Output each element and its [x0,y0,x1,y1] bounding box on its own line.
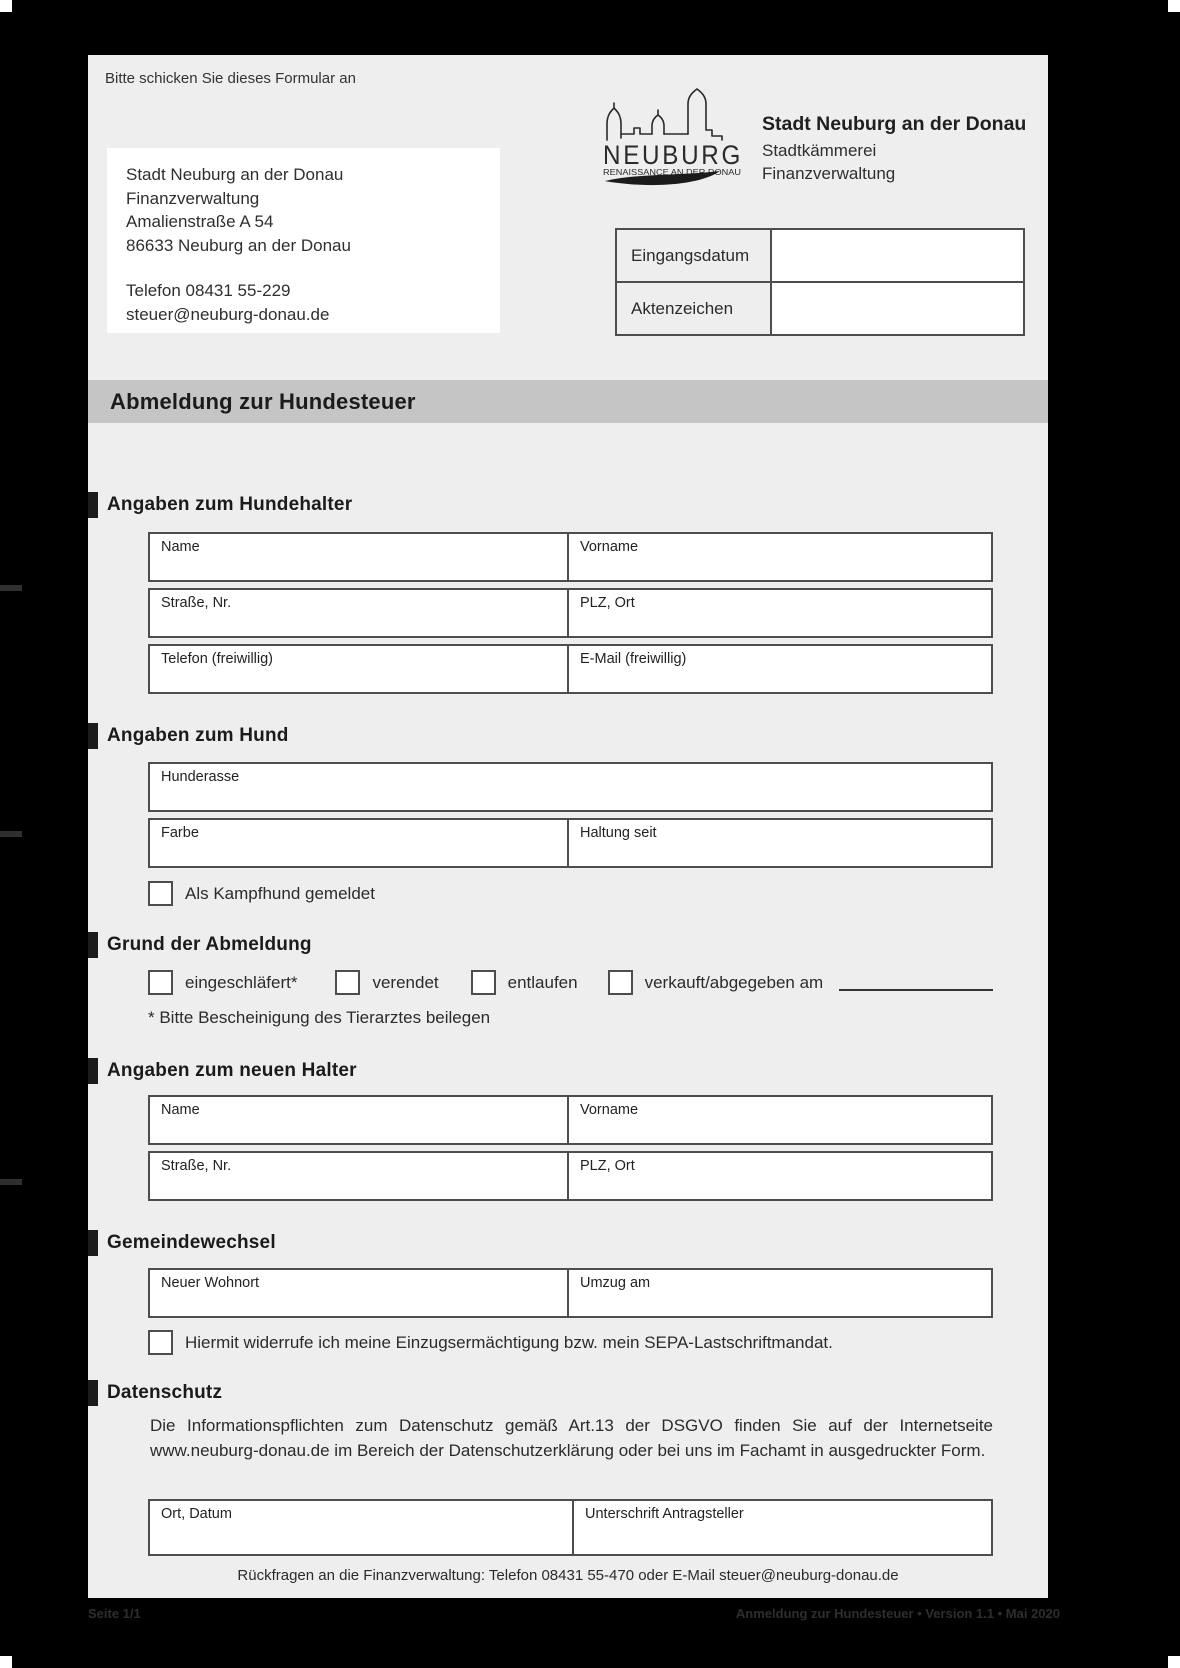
section-heading-neuer-halter: Angaben zum neuen Halter [88,1058,357,1084]
kampfhund-option [148,881,375,906]
issuer-block [762,113,1026,185]
field-label: Straße, Nr. [161,595,232,611]
field-label: Umzug am [580,1275,651,1291]
haltung-seit-field[interactable] [567,820,991,866]
logo-roofline [621,128,652,134]
document-page [88,55,1048,1598]
logo-dome-left [607,103,621,140]
recipient-address-box [107,148,500,333]
plz-ort-field[interactable] [567,590,991,636]
neuer-halter-name-field[interactable] [150,1097,567,1143]
recipient-phone: Telefon 08431 55-229 [126,281,291,300]
table-row [616,282,1024,335]
field-row [148,588,993,638]
fold-mark [0,1179,22,1185]
form-title-bar [88,380,1048,423]
corner-mark [1168,0,1180,12]
email-field[interactable] [567,646,991,692]
eingeschlaefert-checkbox[interactable] [148,970,173,995]
section-heading-gemeindewechsel: Gemeindewechsel [88,1230,276,1256]
field-label: PLZ, Ort [580,1158,635,1174]
aktenzeichen-field[interactable] [771,282,1024,335]
logo-dome-middle [652,110,664,134]
ort-datum-field[interactable] [150,1501,572,1554]
logo-tower-right [688,89,722,140]
field-row [148,1268,993,1318]
section-marker [88,492,98,518]
field-row [148,762,993,812]
section-heading-grund: Grund der Abmeldung [88,932,312,958]
field-label: Vorname [580,1102,639,1118]
vorname-field[interactable] [567,534,991,580]
strasse-field[interactable] [150,590,567,636]
section-marker [88,1380,98,1406]
unterschrift-field[interactable] [572,1501,991,1554]
contact-note: Rückfragen an die Finanzverwaltung: Telefon 08431 55-470 oder E-Mail steuer@neuburg-donau.de [237,1567,899,1584]
aktenzeichen-label: Aktenzeichen [616,282,771,335]
eingangsdatum-label: Eingangsdatum [616,229,771,282]
abmeldung-options-row [148,970,993,995]
option-verkauft [608,970,824,995]
eingangsdatum-field[interactable] [771,229,1024,282]
punch-mark [0,831,22,837]
issuer-dept: Stadtkämmerei [762,141,877,160]
option-label: entlaufen [507,972,578,992]
option-verendet [335,970,438,995]
field-label: Haltung seit [580,825,657,841]
field-label: Farbe [161,825,199,841]
hunderasse-field[interactable] [150,764,991,810]
version-info: Anmeldung zur Hundesteuer • Version 1.1 • Mai 2020 [735,1606,1060,1621]
form-title: Abmeldung zur Hundesteuer [110,388,416,414]
field-label: PLZ, Ort [580,595,635,611]
field-label: Neuer Wohnort [161,1275,260,1291]
field-label: Telefon (freiwillig) [161,651,274,667]
logo-wordmark: NEUBURG [603,140,743,170]
datenschutz-text: Die Informationspflichten zum Datenschutz gemäß Art.13 der DSGVO finden Sie auf der Internetseite www.neuburg-donau.de im Bereich der Datenschutzerklärung oder bei uns im Fachamt in ausgedruckter Form. [150,1416,993,1460]
page-number: Seite 1/1 [88,1606,141,1621]
field-label: Hunderasse [161,769,240,785]
field-row [148,818,993,868]
section-marker [88,932,98,958]
farbe-field[interactable] [150,820,567,866]
issuer-name: Stadt Neuburg an der Donau [762,113,1027,135]
section-marker [88,1230,98,1256]
section-marker [88,1058,98,1084]
kampfhund-checkbox[interactable] [148,881,173,906]
recipient-line: Finanzverwaltung [126,188,260,208]
recipient-email: steuer@neuburg-donau.de [126,304,330,324]
neuer-halter-vorname-field[interactable] [567,1097,991,1143]
field-row [148,644,993,694]
field-row [148,532,993,582]
neuer-halter-plz-field[interactable] [567,1153,991,1199]
option-label: eingeschläfert* [185,972,298,992]
tierarzt-footnote: * Bitte Bescheinigung des Tierarztes beilegen [148,1008,491,1027]
neuer-halter-strasse-field[interactable] [150,1153,567,1199]
field-label: E-Mail (freiwillig) [580,651,687,667]
field-label: Name [161,1102,200,1118]
field-label: Straße, Nr. [161,1158,232,1174]
field-label: Ort, Datum [161,1506,232,1522]
recipient-line: Amalienstraße A 54 [126,212,274,231]
umzug-am-field[interactable] [567,1270,991,1316]
recipient-line: 86633 Neuburg an der Donau [126,235,351,255]
neuer-wohnort-field[interactable] [150,1270,567,1316]
telefon-field[interactable] [150,646,567,692]
field-row [148,1151,993,1201]
field-label: Name [161,539,200,555]
field-label: Unterschrift Antragsteller [585,1506,744,1522]
verkauft-datum-line[interactable] [839,975,993,991]
kampfhund-label: Als Kampfhund gemeldet [185,883,375,903]
section-heading-hund: Angaben zum Hund [88,723,289,749]
corner-mark [1168,1656,1180,1668]
section-heading-datenschutz: Datenschutz [88,1380,222,1406]
option-label: verkauft/abgegeben am [644,972,824,992]
send-instruction: Bitte schicken Sie dieses Formular an [105,70,356,87]
section-marker [88,723,98,749]
field-row [148,1095,993,1145]
section-heading-hundehalter: Angaben zum Hundehalter [88,492,352,518]
signature-row [148,1499,993,1556]
issuer-dept: Finanzverwaltung [762,164,896,183]
field-label: Vorname [580,539,639,555]
sepa-option [148,1330,833,1355]
option-entlaufen [471,970,578,995]
sepa-label: Hiermit widerrufe ich meine Einzugsermächtigung bzw. mein SEPA-Lastschriftmandat. [185,1332,833,1352]
corner-mark [0,0,12,12]
entlaufen-checkbox[interactable] [471,970,496,995]
option-eingeschlaefert [148,970,297,995]
office-use-table [615,228,1025,336]
table-row [616,229,1024,282]
city-skyline-logo [600,88,748,188]
sepa-widerruf-checkbox[interactable] [148,1330,173,1355]
logo-tagline: RENAISSANCE AN DER DONAU [603,168,742,177]
corner-mark [0,1656,12,1668]
verendet-checkbox[interactable] [335,970,360,995]
recipient-line: Stadt Neuburg an der Donau [126,165,344,184]
fold-mark [0,585,22,591]
verkauft-checkbox[interactable] [608,970,633,995]
name-field[interactable] [150,534,567,580]
option-label: verendet [372,972,439,992]
